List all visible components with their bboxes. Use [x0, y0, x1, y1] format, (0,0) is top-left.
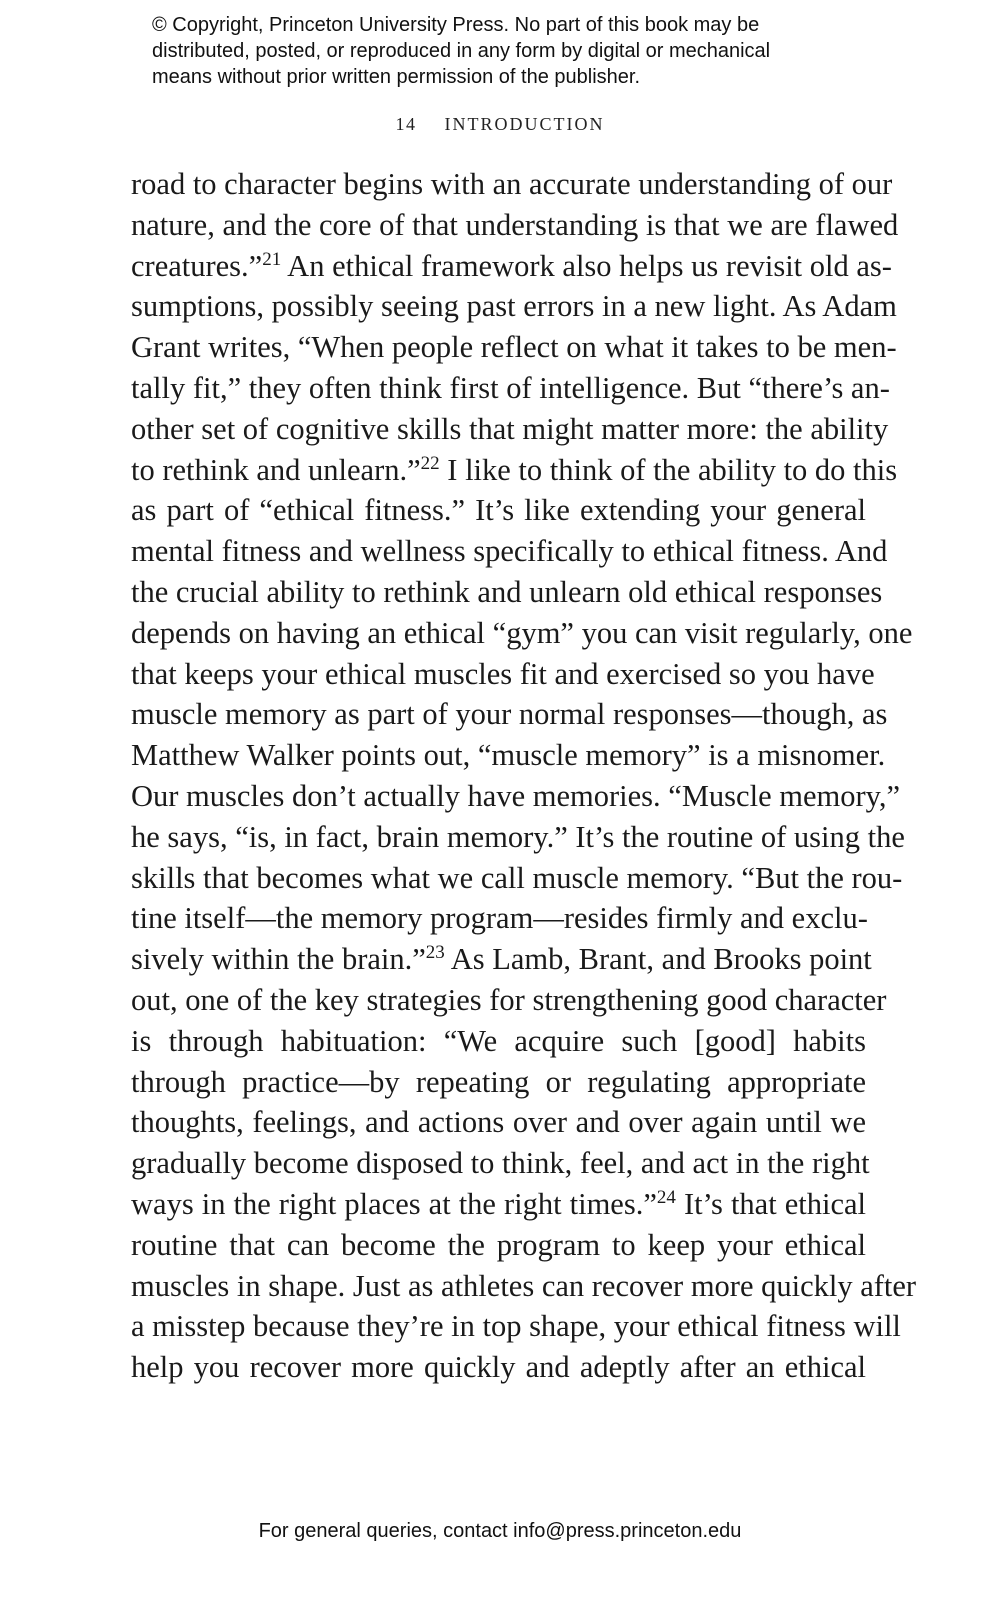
text-line: road to character begins with an accurate understanding of our	[131, 167, 893, 201]
text-line: gradually become disposed to think, feel, and act in the right	[131, 1146, 870, 1181]
text-line: thoughts, feelings, and actions over and over again until we	[131, 1105, 866, 1140]
footnote-ref[interactable]: 22	[420, 452, 440, 474]
footnote-ref[interactable]: 23	[425, 941, 445, 963]
text-line: nature, and the core of that understanding is that we are flawed	[131, 207, 899, 242]
copyright-line: means without prior written permission of the publisher.	[152, 66, 641, 88]
text-line: routine that can become the program to keep your ethical	[131, 1227, 866, 1262]
text-line: out, one of the key strategies for strengthening good character	[131, 982, 887, 1017]
text-line: sumptions, possibly seeing past errors in a new light. As Adam	[131, 289, 897, 324]
text-line: creatures.”$^{21}$ An ethical framework also helps us revisit old as-	[131, 248, 892, 283]
text-line: Our muscles don’t actually have memories. “Muscle memory,”	[131, 778, 901, 813]
text-line: skills that becomes what we call muscle memory. “But the rou-	[131, 860, 903, 895]
text-line: muscles in shape. Just as athletes can recover more quickly after	[131, 1268, 917, 1303]
text-line: Matthew Walker points out, “muscle memory” is a misnomer.	[131, 738, 886, 773]
footnote-ref[interactable]: 21	[262, 248, 282, 270]
text-line: other set of cognitive skills that might matter more: the ability	[131, 411, 889, 446]
text-line: help you recover more quickly and adeptly after an ethical	[131, 1350, 866, 1385]
text-line: that keeps your ethical muscles fit and exercised so you have	[131, 656, 875, 691]
text-line: depends on having an ethical “gym” you can visit regularly, one	[131, 615, 913, 650]
text-line: he says, “is, in fact, brain memory.” It’s the routine of using the	[131, 819, 905, 854]
text-line: tine itself—the memory program—resides firmly and exclu-	[131, 901, 868, 936]
section-title: INTRODUCTION	[444, 114, 605, 134]
text-line: sively within the brain.”$^{23}$ As Lamb, Brant, and Brooks point	[131, 941, 872, 977]
text-line: mental fitness and wellness specifically to ethical fitness. And	[131, 534, 888, 569]
text-line: is through habituation: “We acquire such [good] habits	[131, 1023, 866, 1058]
text-line: through practice—by repeating or regulating appropriate	[131, 1064, 866, 1099]
text-line: a misstep because they’re in top shape, your ethical fitness will	[131, 1309, 901, 1344]
text-line: muscle memory as part of your normal responses—though, as	[131, 697, 888, 732]
text-line: the crucial ability to rethink and unlearn old ethical responses	[131, 574, 883, 609]
running-head	[0, 114, 1000, 135]
body-text	[131, 164, 917, 1388]
text-line: Grant writes, “When people reflect on what it takes to be men-	[131, 330, 897, 365]
page-number: 14	[395, 114, 417, 134]
copyright-line: distributed, posted, or reproduced in any form by digital or mechanical	[152, 40, 771, 62]
copyright-notice	[152, 12, 872, 90]
text-line: as part of “ethical fitness.” It’s like extending your general	[131, 493, 866, 528]
text-line: tally fit,” they often think first of intelligence. But “there’s an-	[131, 370, 890, 405]
copyright-line: © Copyright, Princeton University Press. No part of this book may be	[152, 14, 760, 36]
text-line: ways in the right places at the right times.”$^{24}$ It’s that ethical	[131, 1186, 867, 1221]
footnote-ref[interactable]: 24	[656, 1186, 676, 1208]
text-line: to rethink and unlearn.”$^{22}$ I like to think of the ability to do this	[131, 452, 898, 487]
footer-contact: For general queries, contact info@press.princeton.edu	[258, 1520, 742, 1542]
